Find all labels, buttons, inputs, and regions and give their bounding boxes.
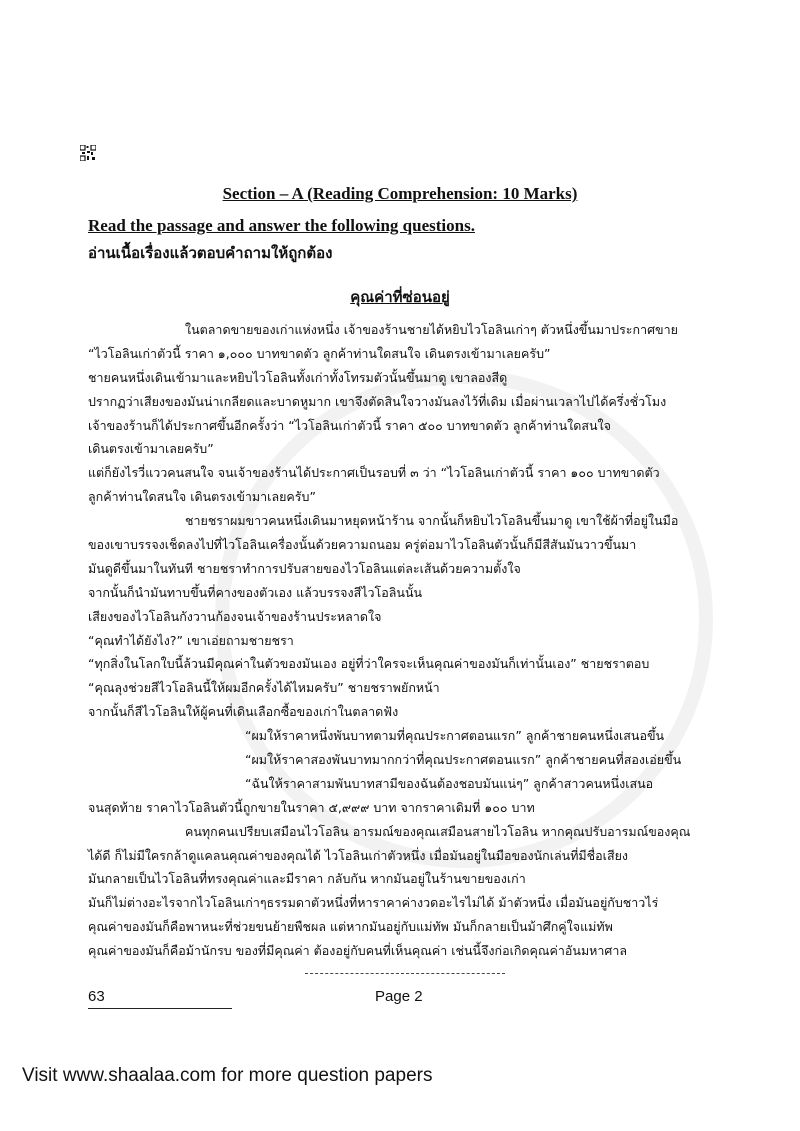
- passage-line: จนสุดท้าย ราคาไวโอลินตัวนี้ถูกขายในราคา ๕,๙๙๙ บาท จากราคาเดิมที่ ๑๐๐ บาท: [88, 799, 535, 815]
- passage-line: เดินตรงเข้ามาเลยครับ”: [88, 441, 214, 457]
- passage-line: จากนั้นก็นำมันทาบขึ้นที่คางของตัวเอง แล้วบรรจงสีไวโอลินนั้น: [88, 584, 423, 600]
- passage-line: มันกลายเป็นไวโอลินที่ทรงคุณค่าและมีราคา กลับกัน หากมันอยู่ในร้านขายของเก่า: [88, 871, 526, 887]
- passage-line: แต่ก็ยังไรวี่แววคนสนใจ จนเจ้าของร้านได้ประกาศเป็นรอบที่ ๓ ว่า “ไวโอลินเก่าตัวนี้ ราคา ๑๐๐ บาทขาดตัว: [88, 465, 660, 481]
- instruction-english: Read the passage and answer the following questions.: [88, 216, 475, 235]
- passage-line: “คุณลุงช่วยสีไวโอลินนี้ให้ผมอีกครั้งได้ไหมครับ” ชายชราพยักหน้า: [88, 680, 440, 696]
- passage-line: ปรากฏว่าเสียงของมันน่าเกลียดและบาดหูมาก เขาจึงตัดสินใจวางมันลงไว้ที่เดิม เมื่อผ่านเวลาไปได้ครึ่งชั่วโมง: [88, 393, 667, 409]
- section-heading: Section – A (Reading Comprehension: 10 Marks): [222, 184, 578, 203]
- passage-line: “ผมให้ราคาสองพันบาทมากกว่าที่คุณประกาศตอนแรก” ลูกค้าชายคนที่สองเอ่ยขึ้น: [245, 752, 682, 768]
- passage-line: “คุณทำได้ยังไง?” เขาเอ่ยถามชายชรา: [88, 632, 294, 648]
- paper-number-underline: [88, 1008, 232, 1009]
- visit-link-text[interactable]: Visit www.shaalaa.com for more question papers: [22, 1065, 433, 1086]
- passage-line: คุณค่าของมันก็คือพาหนะที่ช่วยขนย้ายพืชผล แต่หากมันอยู่กับแม่ทัพ มันก็กลายเป็นม้าศึกคู่ใจแม่ทัพ: [88, 919, 613, 935]
- passage-line: “ทุกสิ่งในโลกใบนี้ล้วนมีคุณค่าในตัวของมันเอง อยู่ที่ว่าใครจะเห็นคุณค่าของมันก็เท่านั้นเอง” ชายชราตอบ: [88, 656, 650, 672]
- passage-line: ชายคนหนึ่งเดินเข้ามาและหยิบไวโอลินทั้งเก่าทั้งโทรมตัวนั้นขึ้นมาดู เขาลองสีดู: [88, 369, 508, 385]
- passage-line: จากนั้นก็สีไวโอลินให้ผู้คนที่เดินเลือกซื้อของเก่าในตลาดฟัง: [88, 704, 399, 720]
- passage-line: ได้ดี ก็ไม่มีใครกล้าดูแคลนคุณค่าของคุณได้ ไวโอลินเก่าตัวหนึ่ง เมื่อมันอยู่ในมือของนักเล่นที่มีชื่อเสียง: [88, 847, 628, 863]
- footer-divider: [305, 973, 505, 974]
- passage-line: คนทุกคนเปรียบเสมือนไวโอลิน อารมณ์ของคุณเสมือนสายไวโอลิน หากคุณปรับอารมณ์ของคุณ: [185, 823, 691, 839]
- passage-line: ลูกค้าท่านใดสนใจ เดินตรงเข้ามาเลยครับ”: [88, 489, 316, 505]
- passage-line: “ผมให้ราคาหนึ่งพันบาทตามที่คุณประกาศตอนแรก” ลูกค้าชายคนหนึ่งเสนอขึ้น: [245, 728, 665, 744]
- passage-line: “ฉันให้ราคาสามพันบาทสามีของฉันต้องชอบมันแน่ๆ” ลูกค้าสาวคนหนึ่งเสนอ: [245, 775, 654, 791]
- passage-body: [88, 318, 728, 963]
- passage-line: มันดูดีขึ้นมาในทันที ชายชราทำการปรับสายของไวโอลินแต่ละเส้นด้วยความตั้งใจ: [88, 560, 521, 576]
- passage-line: “ไวโอลินเก่าตัวนี้ ราคา ๑,๐๐๐ บาทขาดตัว ลูกค้าท่านใดสนใจ เดินตรงเข้ามาเลยครับ”: [88, 345, 551, 361]
- passage-line: มันก็ไม่ต่างอะไรจากไวโอลินเก่าๆธรรมดาตัวหนึ่งที่หาราคาค่างวดอะไรไม่ได้ ม้าตัวหนึ่ง เมื่อมันอยู่กับชาวไร่: [88, 895, 659, 911]
- passage-title: คุณค่าที่ซ่อนอยู่: [350, 288, 450, 306]
- passage-line: ชายชราผมขาวคนหนึ่งเดินมาหยุดหน้าร้าน จากนั้นก็หยิบไวโอลินขึ้นมาดู เขาใช้ผ้าที่อยู่ในมือ: [185, 513, 679, 529]
- page-number: Page 2: [375, 988, 423, 1005]
- passage-line: คุณค่าของมันก็คือม้านักรบ ของที่มีคุณค่า ต้องอยู่กับคนที่เห็นคุณค่า เช่นนี้จึงก่อเกิดคุณค่าอันมหาศาล: [88, 943, 628, 959]
- instruction-thai: อ่านเนื้อเรื่องแล้วตอบคำถามให้ถูกต้อง: [88, 244, 333, 262]
- passage-line: เสียงของไวโอลินกังวานก้องจนเจ้าของร้านประหลาดใจ: [88, 608, 382, 624]
- passage-line: ในตลาดขายของเก่าแห่งหนึ่ง เจ้าของร้านชายได้หยิบไวโอลินเก่าๆ ตัวหนึ่งขึ้นมาประกาศขาย: [185, 322, 678, 337]
- paper-number: 63: [88, 988, 105, 1005]
- passage-line: ของเขาบรรจงเช็ดลงไปที่ไวโอลินเครื่องนั้นด้วยความถนอม ครู่ต่อมาไวโอลินตัวนั้นก็มีสีสันมันวาวขึ้นมา: [88, 537, 637, 553]
- qr-code-icon: [80, 145, 96, 161]
- passage-line: เจ้าของร้านก็ได้ประกาศขึ้นอีกครั้งว่า “ไวโอลินเก่าตัวนี้ ราคา ๕๐๐ บาทขาดตัว ลูกค้าท่านใดสนใจ: [88, 417, 611, 433]
